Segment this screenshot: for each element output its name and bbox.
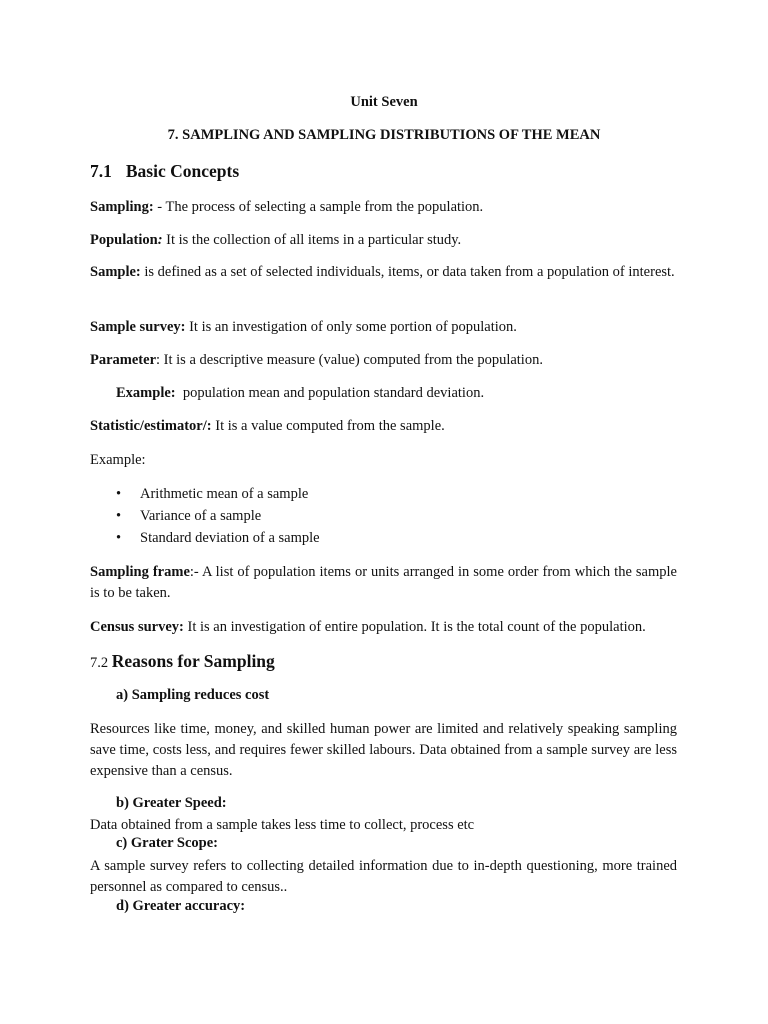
definition-census-survey [90,617,677,638]
chapter-title: 7. SAMPLING AND SAMPLING DISTRIBUTIONS OF THE MEAN [167,127,601,143]
reason-a-text: Resources like time, money, and skilled human power are limited and relatively speaking sampling save time, costs less, and requires fewer skilled labours. Data obtained from a sample survey are less expensive than a census. [90,721,677,779]
example-text: population mean and population standard deviation. [175,385,485,401]
definition-text: is defined as a set of selected individuals, items, or data taken from a population of interest. [140,264,675,280]
definition-text: It is an investigation of only some portion of population. [185,319,517,335]
definition-sample-survey [90,317,677,338]
section-number: 7.2 [90,655,109,671]
section-number: 7.1 [90,161,112,181]
reason-d-label: d) Greater accuracy: [116,898,246,914]
section-7-1-heading [90,161,239,182]
list-item: • Variance of a sample [116,505,320,527]
definition-statistic [90,416,677,437]
section-7-2-heading [90,651,275,672]
parameter-example [116,383,703,404]
definition-text: It is an investigation of entire population. It is the total count of the population. [183,619,646,635]
section-title: Basic Concepts [125,161,240,181]
term: Sampling: [90,199,154,215]
reason-b-label: b) Greater Speed: [116,795,227,811]
reason-a-label: a) Sampling reduces cost [116,687,270,703]
term: Population [90,232,158,248]
term: Sample: [90,264,141,280]
definition-sample [90,262,677,283]
reason-c-label: c) Grater Scope: [116,835,218,851]
bullet-icon: • [116,530,122,546]
reason-b-text: Data obtained from a sample takes less time to collect, process etc [90,817,475,833]
term: Parameter [90,352,157,368]
term-colon: : [157,232,163,248]
list-item: • Arithmetic mean of a sample [116,483,320,505]
reason-c-text: A sample survey refers to collecting detailed information due to in-depth questioning, more trained personnel as compared to census.. [90,858,677,895]
definition-sampling-frame [90,562,677,604]
definition-text: :- A list of population items or units arranged in some order from which the sample is to be taken. [90,564,677,601]
term: Census survey: [90,619,184,635]
term: Sampling frame [90,564,190,580]
term: Sample survey: [90,319,186,335]
definition-sampling [90,197,677,218]
definition-text: It is the collection of all items in a particular study. [162,232,462,248]
list-item: • Standard deviation of a sample [116,527,320,549]
definition-text: It is a value computed from the sample. [211,418,445,434]
definition-population [90,230,677,251]
definition-text: : It is a descriptive measure (value) computed from the population. [156,352,543,368]
unit-title: Unit Seven [350,94,418,110]
example-label: Example: [116,385,176,401]
term: Statistic/estimator/: [90,418,212,434]
bullet-icon: • [116,486,122,502]
statistic-examples-list [116,483,320,549]
definition-parameter [90,350,677,371]
example-label: Example: [90,452,146,468]
bullet-icon: • [116,508,122,524]
definition-text: - The process of selecting a sample from the population. [153,199,484,215]
section-title: Reasons for Sampling [111,651,275,671]
